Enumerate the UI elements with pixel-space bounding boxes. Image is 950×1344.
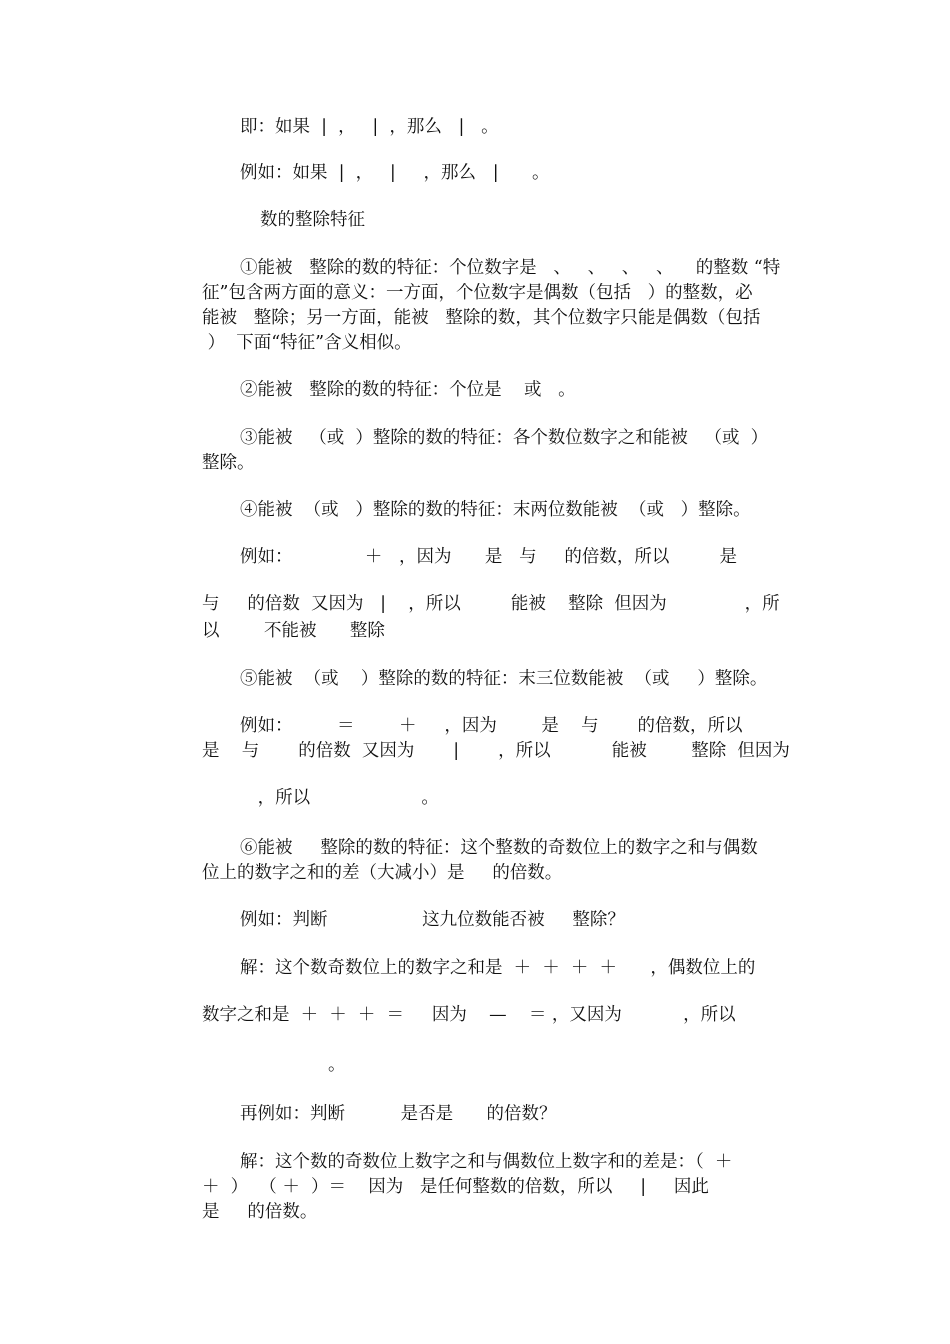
text-line: 解：这个数奇数位上的数字之和是 ＋ ＋ ＋ ＋ ，偶数位上的 [240,958,756,978]
text-line: ⑤能被 （或 ）整除的数的特征：末三位数能被 （或 ）整除。 [240,669,768,689]
text-line: 例如：如果 | ， | ，那么 | 。 [240,163,550,183]
text-line: 整除。 [202,453,255,473]
text-line: 例如： ＝ ＋ ，因为 是 与 的倍数，所以 [240,716,743,736]
text-line: 能被 整除；另一方面，能被 整除的数，其个位数字只能是偶数（包括 [202,308,761,328]
text-line: 以 不能被 整除 [202,621,385,641]
text-line: 例如： ＋ ，因为 是 与 的倍数，所以 是 [240,547,737,567]
text-line: 。 [328,1055,346,1075]
text-line: 解：这个数的奇数位上数字之和与偶数位上数字和的差是：（ ＋ [240,1152,733,1172]
text-line: 位上的数字之和的差（大减小）是 的倍数。 [202,863,563,883]
text-line: 是 的倍数。 [202,1202,318,1222]
text-line: 例如：判断 这九位数能否被 整除？ [240,910,625,930]
section-heading: 数的整除特征 [260,210,365,230]
text-line: ③能被 （或 ）整除的数的特征：各个数位数字之和能被 （或 ） [240,428,769,448]
text-line: 与 的倍数 又因为 | ，所以 能被 整除 但因为 ，所 [202,594,780,614]
text-line: ＋ ） （ ＋ ）＝ 因为 是任何整数的倍数，所以 | 因此 [202,1177,709,1197]
text-line: 即：如果 | ， | ，那么 | 。 [240,117,499,137]
text-line: ④能被 （或 ）整除的数的特征：末两位数能被 （或 ）整除。 [240,500,751,520]
text-line: 数字之和是 ＋ ＋ ＋ ＝ 因为 — ＝ ，又因为 ，所以 [202,1005,736,1025]
text-line: ） 下面“特征”含义相似。 [202,333,412,353]
text-line: ，所以 。 [202,788,439,808]
text-line: ②能被 整除的数的特征：个位是 或 。 [240,380,576,400]
text-line: 是 与 的倍数 又因为 | ，所以 能被 整除 但因为 [202,741,790,761]
text-line: ⑥能被 整除的数的特征：这个整数的奇数位上的数字之和与偶数 [240,838,758,858]
text-line: 征”包含两方面的意义：一方面，个位数字是偶数（包括 ）的整数，必 [202,283,753,303]
text-line: 再例如：判断 是否是 的倍数？ [240,1104,557,1124]
text-line: ①能被 整除的数的特征：个位数字是 、 、 、 、 的整数 “特 [240,258,781,278]
